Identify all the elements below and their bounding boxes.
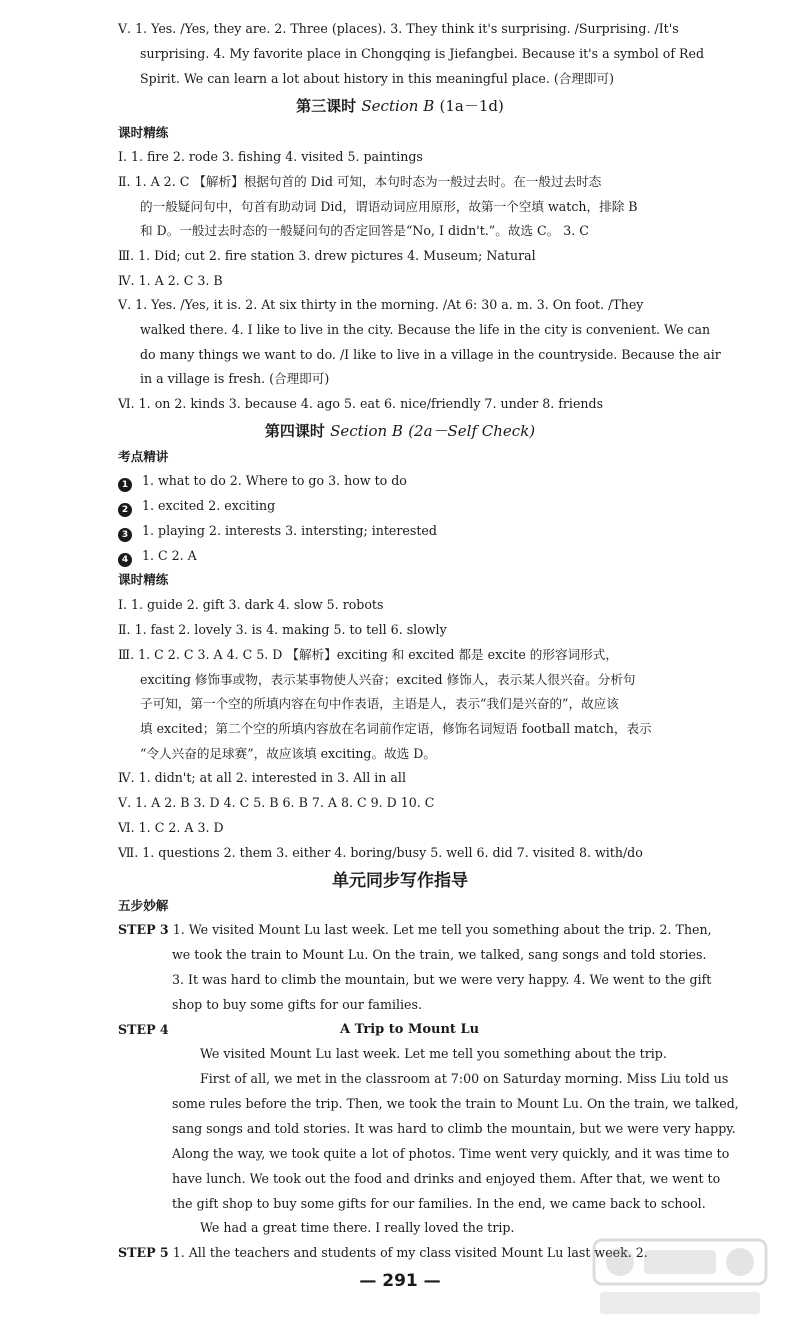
- answer-line: Ⅳ. 1. didn't; at all 2. interested in 3. All in all: [118, 770, 406, 785]
- essay-line: We visited Mount Lu last week. Let me tell you something about the trip.: [200, 1046, 667, 1061]
- section-heading-4: [0, 421, 800, 441]
- answer-line: Ⅴ. 1. Yes. /Yes, they are. 2. Three (places). 3. They think it's surprising. /Surprising. /It's: [118, 21, 679, 36]
- answer-line: surprising. 4. My favorite place in Chongqing is Jiefangbei. Because it's a symbol of Red: [140, 46, 705, 61]
- essay-line: have lunch. We took out the food and drinks and enjoyed them. After that, we went to: [172, 1171, 721, 1186]
- bullet-line: [118, 522, 437, 542]
- bullet-text: 1. what to do 2. Where to go 3. how to do: [142, 473, 407, 488]
- answer-line: Ⅳ. 1. A 2. C 3. B: [118, 273, 223, 288]
- answer-line: Spirit. We can learn a lot about history in this meaningful place. (合理即可): [140, 71, 615, 86]
- section-heading-3: [0, 96, 800, 116]
- answer-line: Ⅴ. 1. Yes. /Yes, it is. 2. At six thirty in the morning. /At 6: 30 a. m. 3. On foot. /They: [118, 297, 644, 312]
- subsection-label: 五步妙解: [118, 898, 169, 913]
- circled-number-icon: 4: [118, 553, 132, 567]
- essay-line: the gift shop to buy some gifts for our families. In the end, we came back to school.: [172, 1196, 706, 1211]
- step3-line: we took the train to Mount Lu. On the train, we talked, sang songs and told stories.: [172, 947, 707, 962]
- step5-line: [118, 1244, 648, 1262]
- answer-line: 和 D。一般过去时态的一般疑问句的否定回答是“No, I didn't.”。故选 C。 3. C: [140, 223, 589, 238]
- section-range: (1a－1d): [439, 97, 504, 115]
- answer-line: Ⅰ. 1. fire 2. rode 3. fishing 4. visited 5. paintings: [118, 149, 423, 164]
- circled-number-icon: 3: [118, 528, 132, 542]
- answer-line: Ⅵ. 1. on 2. kinds 3. because 4. ago 5. eat 6. nice/friendly 7. under 8. friends: [118, 396, 604, 411]
- answer-line: walked there. 4. I like to live in the city. Because the life in the city is convenient. We can: [140, 322, 711, 337]
- answer-line: Ⅰ. 1. guide 2. gift 3. dark 4. slow 5. robots: [118, 597, 384, 612]
- answer-line: Ⅶ. 1. questions 2. them 3. either 4. boring/busy 5. well 6. did 7. visited 8. with/do: [118, 845, 643, 860]
- subsection-label: 课时精练: [118, 125, 169, 140]
- bullet-text: 1. playing 2. interests 3. intersting; interested: [142, 523, 437, 538]
- answer-line: 的一般疑问句中，句首有助动词 Did，谓语动词应用原形，故第一个空填 watch，排除 B: [140, 199, 638, 214]
- step-text: 1. All the teachers and students of my class visited Mount Lu last week. 2.: [168, 1245, 648, 1260]
- step3-line: shop to buy some gifts for our families.: [172, 997, 422, 1012]
- essay-line: We had a great time there. I really loved the trip.: [200, 1220, 515, 1235]
- answer-line: 子可知，第一个空的所填内容在句中作表语，主语是人，表示“我们是兴奋的”，故应该: [140, 696, 619, 711]
- step-text: 1. We visited Mount Lu last week. Let me tell you something about the trip. 2. Then,: [168, 922, 712, 937]
- essay-line: First of all, we met in the classroom at 7:00 on Saturday morning. Miss Liu told us: [200, 1071, 729, 1086]
- answer-line: Ⅲ. 1. Did; cut 2. fire station 3. drew pictures 4. Museum; Natural: [118, 248, 536, 263]
- step-tag: STEP 4: [118, 1022, 169, 1037]
- writing-guide-title: 单元同步写作指导: [332, 871, 468, 891]
- bullet-line: [118, 497, 275, 517]
- answer-line: Ⅲ. 1. C 2. C 3. A 4. C 5. D 【解析】exciting 和 excited 都是 excite 的形容词形式，: [118, 647, 618, 662]
- subsection-label: 课时精练: [118, 572, 169, 587]
- section-range: (2a－Self Check): [408, 422, 536, 440]
- section-title: 第三课时: [296, 97, 357, 115]
- circled-number-icon: 2: [118, 503, 132, 517]
- bullet-line: [118, 547, 197, 567]
- page-number: — 291 —: [359, 1271, 441, 1291]
- bullet-line: [118, 472, 407, 492]
- circled-number-icon: 1: [118, 478, 132, 492]
- essay-line: some rules before the trip. Then, we took the train to Mount Lu. On the train, we talked,: [172, 1096, 739, 1111]
- subsection-label: 考点精讲: [118, 449, 169, 464]
- bullet-text: 1. C 2. A: [142, 548, 197, 563]
- section-subtitle: Section B: [330, 422, 403, 440]
- step-tag: STEP 3: [118, 922, 169, 937]
- section-title: 第四课时: [264, 422, 325, 440]
- answer-line: Ⅱ. 1. A 2. C 【解析】根据句首的 Did 可知，本句时态为一般过去时。在一般过去时态: [118, 174, 602, 189]
- essay-line: sang songs and told stories. It was hard to climb the mountain, but we were very happy.: [172, 1121, 736, 1136]
- essay-line: Along the way, we took quite a lot of photos. Time went very quickly, and it was time to: [172, 1146, 730, 1161]
- answer-line: 填 excited；第二个空的所填内容放在名词前作定语，修饰名词短语 football match，表示: [140, 721, 652, 736]
- answer-line: Ⅵ. 1. C 2. A 3. D: [118, 820, 224, 835]
- bullet-text: 1. excited 2. exciting: [142, 498, 276, 513]
- section-subtitle: Section B: [361, 97, 435, 115]
- answer-line: exciting 修饰事或物，表示某事物使人兴奋；excited 修饰人，表示某人很兴奋。分析句: [140, 672, 636, 687]
- step3-line: 3. It was hard to climb the mountain, but we were very happy. 4. We went to the gift: [172, 972, 712, 987]
- answer-line: Ⅱ. 1. fast 2. lovely 3. is 4. making 5. to tell 6. slowly: [118, 622, 447, 637]
- essay-title: A Trip to Mount Lu: [340, 1022, 480, 1037]
- answer-line: do many things we want to do. /I like to live in a village in the countryside. Because the air: [140, 347, 721, 362]
- watermark-logo-icon: [590, 1232, 770, 1322]
- step-tag: STEP 5: [118, 1245, 169, 1260]
- answer-line: “令人兴奋的足球赛”，故应该填 exciting。故选 D。: [140, 746, 436, 761]
- answer-line: Ⅴ. 1. A 2. B 3. D 4. C 5. B 6. B 7. A 8. C 9. D 10. C: [118, 795, 435, 810]
- answer-line: in a village is fresh. (合理即可): [140, 371, 330, 386]
- step3-line: [118, 921, 712, 939]
